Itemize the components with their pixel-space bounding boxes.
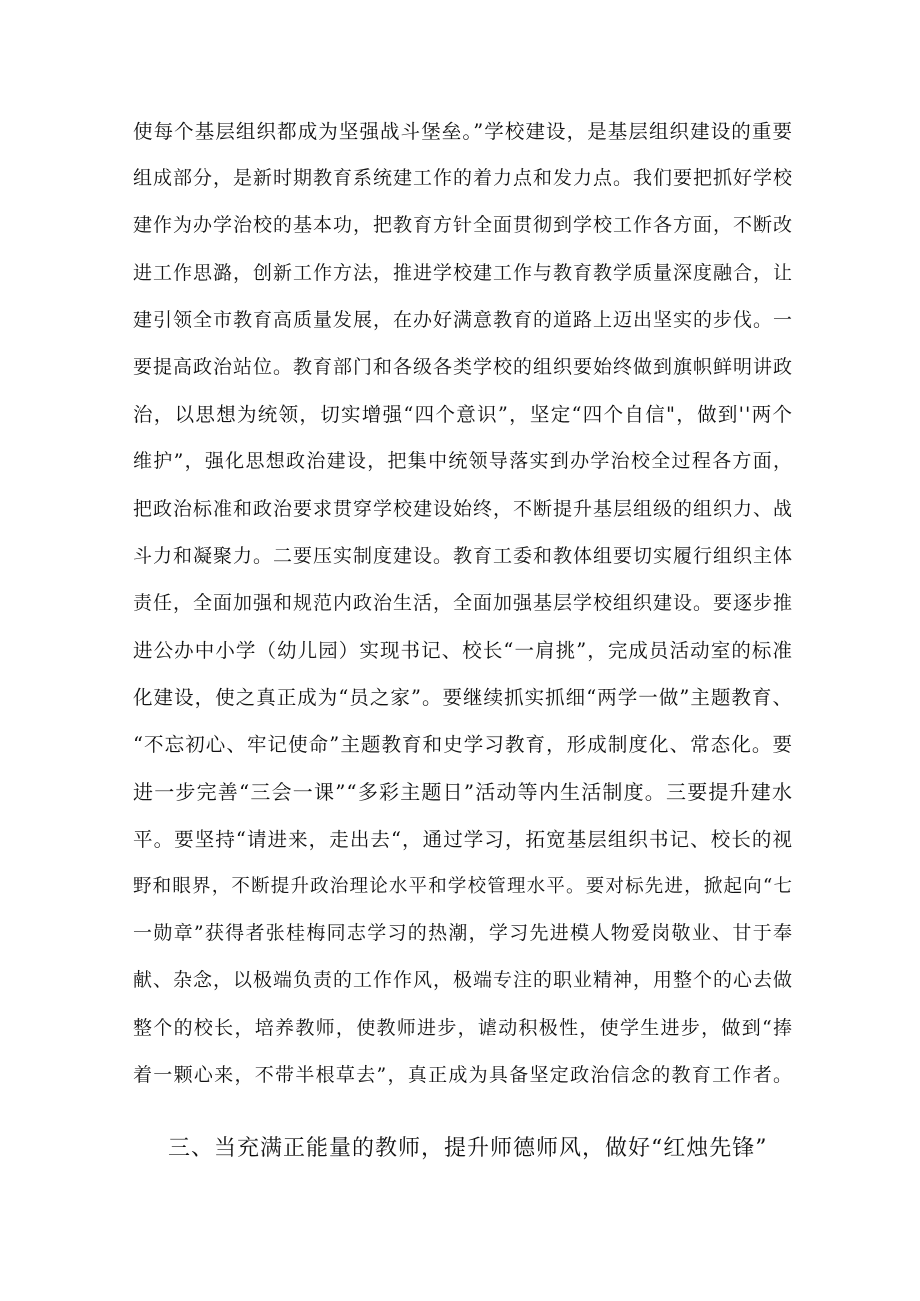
text-line: 斗力和凝聚力。二要压实制度建设。教育工委和教体组要切实履行组织主体 [133,544,794,567]
text-line: 进一步完善“三会一课”“多彩主题日”活动等内生活制度。三要提升建水 [133,779,793,804]
text-line: 平。要坚持“请进来，走出去“，通过学习，拓宽基层组织书记、校长的视 [133,827,793,851]
text-line: 整个的校长，培养教师，使教师进步，谑动积极性，使学生进步，做到“捧 [133,1016,793,1039]
text-line: 治，以思想为统领，切实增强“四个意识”，坚定“四个自信"，做到''两个 [133,403,793,427]
text-line: 组成部分，是新时期教育系统建工作的着力点和发力点。我们要把抓好学校 [133,167,794,190]
text-line: 责任，全面加强和规范内政治生活，全面加强基层学校组织建设。要逐步推 [133,591,794,614]
text-line: 献、杂念，以极端负责的工作作风，极端专注的职业精神，用整个的心去做 [133,969,794,992]
text-line: 要提高政治站位。教育部门和各级各类学校的组织要始终做到旗帜鲜明讲政 [133,355,794,378]
text-line: 化建设，使之真正成为“员之家”。要继续抓实抓细“两学一做”主题教育、 [133,686,793,710]
section-heading: 三、当充满正能量的教师，提升师德师风，做好“红烛先锋” [168,1136,768,1161]
text-line: 使每个基层组织都成为坚强战斗堡垒。”学校建设，是基层组织建设的重要 [133,120,793,143]
text-line: 着一颗心来，不带半根草去”，真正成为具备坚定政治信念的教育工作者。 [133,1063,793,1086]
body-paragraph [133,108,793,1099]
text-line: 建引领全市教育高质量发展，在办好满意教育的道路上迈出坚实的步伐。一 [133,308,794,331]
text-line: 进公办中小学（幼儿园）实现书记、校长“一肩挑”，完成员活动室的标准 [133,639,793,663]
text-line: 野和眼界，不断提升政治理论水平和学校管理水平。要对标先进，掀起向“七 [133,876,793,897]
text-line: 建作为办学治校的基本功，把教育方针全面贯彻到学校工作各方面，不断改 [133,214,794,237]
text-line: 进工作思潞，创新工作方法，推进学校建工作与教育教学质量深度融合，让 [133,261,794,284]
text-line: 维护”，强化思想政治建设，把集中统领导落实到办学治校全过程各方面， [133,450,793,473]
text-line: 一勋章”获得者张桂梅同志学习的热潮，学习先进模人物爱岗敬业、甘于奉 [133,922,793,945]
text-line: “不忘初心、牢记使命”主题教育和史学习教育，形成制度化、常态化。要 [133,733,793,757]
text-line: 把政治标准和政治要求贯穿学校建设始终，不断提升基层组级的组织力、战 [133,497,794,520]
